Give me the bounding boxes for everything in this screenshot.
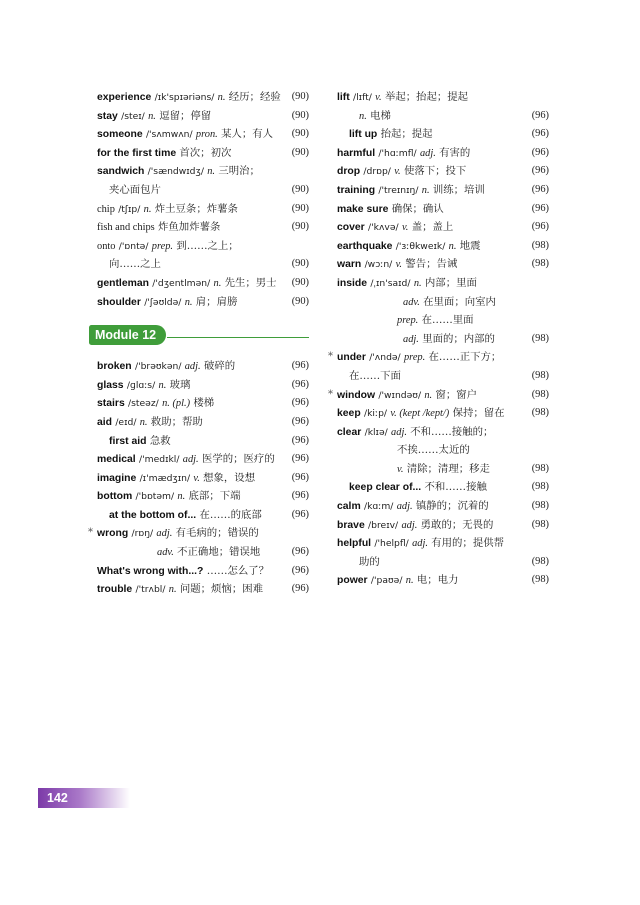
entry-definition: 确保；确认 <box>391 202 444 215</box>
entry-definition: 炸鱼加炸薯条 <box>158 221 221 234</box>
vocab-entry <box>337 218 549 237</box>
entry-phonetic: /'medɪkl/ <box>139 454 180 466</box>
entry-definition: 训练；培训 <box>432 183 485 196</box>
entry-definition: 举起；抬起；提起 <box>384 91 469 103</box>
entry-headword: wrong <box>97 528 129 540</box>
vocab-entry <box>97 413 309 432</box>
entry-part-of-speech: adj. <box>391 426 407 438</box>
vocab-entry <box>337 441 549 460</box>
entry-definition: 炸土豆条；炸薯条 <box>154 202 238 215</box>
vocab-entry <box>97 580 309 599</box>
entry-page-ref: (90) <box>291 258 309 270</box>
entry-headword: brave <box>337 519 365 531</box>
module-heading <box>97 319 309 349</box>
entry-part-of-speech: prep. <box>397 315 419 327</box>
entry-phonetic: /rɒŋ/ <box>131 528 154 540</box>
entry-definition: 先生；男士 <box>224 276 277 289</box>
entry-definition: 逗留；停留 <box>159 109 212 122</box>
entry-headword: keep clear of... <box>349 482 422 494</box>
vocab-entry <box>337 88 549 107</box>
vocab-entry <box>337 423 549 442</box>
entry-definition: 破碎的 <box>203 360 236 373</box>
entry-headword: someone <box>97 129 143 141</box>
entry-phonetic: /'trʌbl/ <box>135 584 166 596</box>
entry-part-of-speech: n. <box>177 491 186 503</box>
entry-part-of-speech: n. <box>168 584 177 596</box>
entry-part-of-speech: n. (pl.) <box>162 398 191 410</box>
entry-part-of-speech: v. (kept /kept/) <box>390 408 450 420</box>
vocab-entry <box>97 506 309 525</box>
entry-page-ref: (96) <box>531 109 549 121</box>
entry-headword: sandwich <box>97 166 145 178</box>
left-entry-list <box>97 88 309 311</box>
entry-phonetic: /lɪft/ <box>353 92 372 103</box>
entry-page-ref: (90) <box>291 183 309 195</box>
entry-page-ref: (96) <box>291 397 309 409</box>
entry-part-of-speech: v. <box>394 166 401 178</box>
entry-definition: 有害的 <box>439 146 471 159</box>
entry-phonetic: /steɪ/ <box>121 110 145 122</box>
left-vocabulary-column <box>88 88 309 599</box>
entry-definition: 肩；肩膀 <box>195 295 238 308</box>
entry-headword: bottom <box>97 491 133 503</box>
entry-part-of-speech: adj. <box>412 538 428 550</box>
entry-headword: stairs <box>97 398 125 410</box>
entry-definition: 有毛病的；错误的 <box>175 527 259 540</box>
entry-page-ref: (90) <box>291 91 309 102</box>
entry-definition: 内部；里面 <box>424 276 477 289</box>
vocab-entry <box>337 107 549 126</box>
entry-phonetic: /ɪk'spɪəriəns/ <box>154 92 215 103</box>
entry-page-ref: (96) <box>531 146 549 158</box>
entry-page-ref: (96) <box>291 564 309 576</box>
entry-phonetic: /'sændwɪdʒ/ <box>147 166 204 178</box>
entry-headword: lift <box>337 92 350 103</box>
vocab-entry <box>337 534 549 553</box>
entry-headword: shoulder <box>97 296 141 308</box>
entry-part-of-speech: adj. <box>184 361 201 373</box>
entry-phonetic: /'dʒentlmən/ <box>152 277 211 289</box>
entry-headword: onto <box>97 240 116 252</box>
vocab-entry <box>97 357 309 376</box>
vocab-entry <box>337 571 549 590</box>
entry-headword: make sure <box>337 203 389 215</box>
entry-phonetic: /klɪə/ <box>364 426 388 438</box>
entry-definition: 底部；下端 <box>188 490 241 503</box>
entry-phonetic: /'ɒntə/ <box>118 240 149 252</box>
entry-definition: 某人；有人 <box>221 128 274 141</box>
right-entry-list <box>328 88 549 590</box>
entry-part-of-speech: n. <box>217 92 226 103</box>
vocab-entry <box>337 293 549 312</box>
entry-part-of-speech: adj. <box>403 333 419 345</box>
vocab-entry <box>337 125 549 144</box>
entry-headword: chip <box>97 203 115 215</box>
vocab-entry <box>337 274 549 293</box>
vocab-entry <box>97 144 309 163</box>
entry-page-ref: (96) <box>531 202 549 214</box>
entry-page-ref: (96) <box>291 434 309 446</box>
entry-headword: clear <box>337 426 362 438</box>
entry-definition: 不和……接触 <box>424 481 487 494</box>
entry-definition: 抬起；提起 <box>380 128 433 141</box>
entry-phonetic: /'hɑːmfl/ <box>378 147 417 159</box>
entry-part-of-speech: n. <box>413 277 422 289</box>
vocab-entry <box>337 144 549 163</box>
entry-definition: 在里面；向室内 <box>423 295 496 308</box>
entry-part-of-speech: adj. <box>182 454 199 466</box>
vocab-entry <box>337 162 549 181</box>
entry-headword: glass <box>97 379 124 391</box>
entry-page-ref: (96) <box>291 546 309 558</box>
entry-part-of-speech: n. <box>184 296 193 308</box>
entry-part-of-speech: v. <box>193 472 200 484</box>
entry-page-ref: (96) <box>291 453 309 465</box>
module-12-badge: Module 12 <box>89 325 166 345</box>
entry-part-of-speech: n. <box>359 110 367 122</box>
vocab-entry <box>97 107 309 126</box>
vocab-entry <box>328 386 549 405</box>
entry-page-ref: (96) <box>531 183 549 195</box>
entry-definition: 不正确地；错误地 <box>177 546 261 559</box>
vocab-entry <box>97 562 309 581</box>
entry-definition: 在……正下方； <box>428 351 502 364</box>
entry-phonetic: /drɒp/ <box>363 166 391 178</box>
entry-phonetic: /tʃɪp/ <box>118 203 141 215</box>
vocab-entry <box>97 274 309 293</box>
entry-part-of-speech: v. <box>401 222 409 234</box>
entry-headword: at the bottom of... <box>109 509 197 521</box>
entry-phonetic: /steəz/ <box>128 398 159 410</box>
entry-headword: keep <box>337 408 361 420</box>
entry-phonetic: /'ɜːθkweɪk/ <box>395 240 446 252</box>
entry-phonetic: /'sʌmwʌn/ <box>145 129 193 141</box>
entry-page-ref: (98) <box>531 574 549 586</box>
entry-page-ref: (96) <box>531 128 549 140</box>
entry-page-ref: (96) <box>291 415 309 427</box>
entry-page-ref: (90) <box>291 221 309 233</box>
entry-phonetic: /'wɪndəʊ/ <box>378 389 422 401</box>
entry-headword: power <box>337 575 368 587</box>
page-number: 142 <box>47 791 68 805</box>
entry-part-of-speech: adj. <box>419 147 436 159</box>
entry-page-ref: (96) <box>291 378 309 390</box>
entry-page-ref: (98) <box>531 407 549 419</box>
entry-definition: 不和……接触的； <box>410 425 494 438</box>
entry-phonetic: /'treɪnɪŋ/ <box>378 184 419 196</box>
entry-definition: 到……之上； <box>176 239 239 252</box>
entry-phonetic: /eɪd/ <box>115 416 137 428</box>
entry-part-of-speech: n. <box>143 203 152 215</box>
entry-definition: 夹心面包片 <box>109 183 161 196</box>
entry-part-of-speech: n. <box>405 575 414 587</box>
entry-definition: 勇敢的；无畏的 <box>420 518 494 531</box>
entry-definition: 不挨……太近的 <box>397 444 470 457</box>
vocab-entry <box>337 200 549 219</box>
entry-part-of-speech: adj. <box>396 501 413 513</box>
entry-part-of-speech: n. <box>207 166 216 178</box>
entry-definition: 想象，设想 <box>203 471 256 484</box>
entry-headword: harmful <box>337 147 376 159</box>
entry-definition: 楼梯 <box>193 397 215 410</box>
entry-definition: 窗；窗户 <box>435 388 478 401</box>
entry-part-of-speech: prep. <box>403 352 426 364</box>
entry-phonetic: /kiːp/ <box>364 408 387 420</box>
entry-phonetic: /'paʊə/ <box>370 575 403 587</box>
entry-phonetic: /'kʌvə/ <box>368 222 399 234</box>
entry-part-of-speech: adj. <box>156 528 173 540</box>
entry-headword: lift up <box>349 129 378 141</box>
entry-headword: medical <box>97 454 136 466</box>
entry-definition: 医学的；医疗的 <box>201 453 275 466</box>
entry-page-ref: (96) <box>291 508 309 520</box>
entry-phonetic: /'brəʊkən/ <box>134 361 182 373</box>
entry-headword: gentleman <box>97 277 149 289</box>
entry-part-of-speech: adv. <box>403 296 420 308</box>
entry-headword: drop <box>337 166 361 178</box>
entry-headword: broken <box>97 361 132 373</box>
vocab-entry <box>97 125 309 144</box>
entry-definition: 三明治； <box>218 165 260 178</box>
entry-headword: helpful <box>337 538 372 550</box>
vocab-entry <box>97 88 309 107</box>
entry-page-ref: (90) <box>291 202 309 214</box>
entry-phonetic: /ɪ'mædʒɪn/ <box>139 472 191 484</box>
entry-page-ref: (98) <box>531 500 549 512</box>
entry-headword: experience <box>97 92 152 103</box>
vocab-entry <box>97 293 309 312</box>
entry-part-of-speech: v. <box>375 92 382 103</box>
entry-page-ref: (98) <box>531 258 549 270</box>
vocab-entry <box>337 404 549 423</box>
star-marker: * <box>328 388 333 400</box>
entry-page-ref: (96) <box>291 471 309 483</box>
entry-definition: 助的 <box>359 555 380 568</box>
entry-headword: for the first time <box>97 147 177 159</box>
entry-definition: 经历；经验 <box>228 91 281 103</box>
entry-page-ref: (90) <box>291 276 309 288</box>
entry-definition: 有用的；提供帮 <box>431 537 504 550</box>
entry-part-of-speech: n. <box>158 379 167 391</box>
entry-page-ref: (98) <box>531 481 549 493</box>
entry-definition: 地震 <box>459 239 481 252</box>
vocab-entry <box>97 237 309 256</box>
vocab-entry <box>337 367 549 386</box>
vocab-entry <box>337 181 549 200</box>
entry-headword: warn <box>337 259 362 271</box>
entry-definition: 救助；帮助 <box>150 415 203 428</box>
vocab-entry <box>328 348 549 367</box>
module-12-entry-list <box>88 357 309 599</box>
entry-part-of-speech: adj. <box>401 519 418 531</box>
entry-phonetic: /ɡlɑːs/ <box>126 379 156 391</box>
entry-part-of-speech: v. <box>395 259 403 271</box>
module-divider-line <box>167 337 309 338</box>
entry-definition: 使落下；投下 <box>403 165 467 178</box>
entry-headword: fish and chips <box>97 222 155 234</box>
vocab-entry <box>337 255 549 274</box>
entry-definition: 向……之上 <box>109 258 161 271</box>
entry-part-of-speech: pron. <box>195 129 218 141</box>
star-marker: * <box>328 351 333 363</box>
entry-definition: 警告；告诫 <box>405 258 458 271</box>
vocab-entry <box>97 162 309 181</box>
entry-headword: trouble <box>97 584 133 596</box>
entry-page-ref: (90) <box>291 128 309 140</box>
vocab-entry <box>97 255 309 274</box>
entry-part-of-speech: n. <box>148 110 156 122</box>
entry-part-of-speech: n. <box>421 184 430 196</box>
entry-page-ref: (96) <box>291 583 309 595</box>
entry-part-of-speech: adv. <box>157 547 174 559</box>
vocab-entry <box>97 450 309 469</box>
entry-definition: 急救 <box>149 434 171 447</box>
entry-page-ref: (98) <box>531 518 549 530</box>
entry-headword: window <box>337 389 376 401</box>
vocab-entry <box>97 376 309 395</box>
entry-phonetic: /'bɒtəm/ <box>135 491 175 503</box>
entry-page-ref: (98) <box>531 239 549 251</box>
entry-page-ref: (96) <box>531 165 549 177</box>
entry-page-ref: (98) <box>531 555 549 567</box>
entry-headword: What's wrong with...? <box>97 565 204 577</box>
entry-page-ref: (96) <box>531 221 549 233</box>
vocab-entry <box>337 460 549 479</box>
entry-phonetic: /breɪv/ <box>368 519 399 531</box>
entry-definition: 清除；清理；移走 <box>406 462 490 475</box>
entry-definition: 玻璃 <box>169 378 191 391</box>
vocab-entry <box>337 311 549 330</box>
entry-page-ref: (98) <box>531 332 549 344</box>
entry-headword: cover <box>337 222 365 234</box>
entry-page-ref: (90) <box>291 295 309 307</box>
entry-definition: 盖；盖上 <box>411 221 454 234</box>
entry-page-ref: (96) <box>291 360 309 372</box>
entry-definition: 电；电力 <box>416 574 459 587</box>
entry-part-of-speech: n. <box>448 240 457 252</box>
vocab-entry <box>88 524 309 543</box>
entry-phonetic: /ˌɪn'saɪd/ <box>370 277 411 289</box>
vocab-entry <box>337 330 549 349</box>
entry-page-ref: (90) <box>291 146 309 158</box>
entry-page-ref: (98) <box>531 462 549 474</box>
entry-definition: 电梯 <box>370 109 391 122</box>
entry-page-ref: (98) <box>531 369 549 381</box>
vocab-entry <box>337 237 549 256</box>
entry-phonetic: /'ʌndə/ <box>369 352 401 364</box>
entry-page-ref: (98) <box>531 388 549 400</box>
vocab-entry <box>97 394 309 413</box>
entry-part-of-speech: n. <box>213 277 222 289</box>
vocab-entry <box>337 553 549 572</box>
vocab-entry <box>97 200 309 219</box>
entry-phonetic: /'helpfl/ <box>374 538 409 550</box>
entry-definition: 在……的底部 <box>199 508 262 521</box>
right-vocabulary-column <box>328 88 549 590</box>
vocab-entry <box>97 469 309 488</box>
entry-headword: aid <box>97 416 113 428</box>
entry-page-ref: (96) <box>291 490 309 502</box>
entry-part-of-speech: n. <box>424 389 433 401</box>
entry-definition: 在……下面 <box>349 369 401 382</box>
vocab-entry <box>97 487 309 506</box>
vocab-entry <box>97 543 309 562</box>
vocab-entry <box>337 478 549 497</box>
entry-phonetic: /wɔːn/ <box>364 259 393 271</box>
entry-definition: 问题；烦恼；困难 <box>179 583 263 596</box>
vocab-entry <box>337 516 549 535</box>
entry-part-of-speech: v. <box>397 463 404 475</box>
entry-headword: imagine <box>97 472 137 484</box>
star-marker: * <box>88 527 93 539</box>
entry-definition: 镇静的；沉着的 <box>415 500 489 513</box>
entry-headword: training <box>337 184 376 196</box>
entry-definition: 首次；初次 <box>179 146 232 159</box>
entry-headword: earthquake <box>337 240 393 252</box>
entry-headword: inside <box>337 277 368 289</box>
entry-phonetic: /'ʃəʊldə/ <box>144 296 182 308</box>
entry-page-ref: (90) <box>291 109 309 121</box>
entry-part-of-speech: n. <box>139 416 148 428</box>
entry-headword: under <box>337 352 366 364</box>
entry-definition: ……怎么了？ <box>206 564 270 577</box>
vocab-entry <box>97 432 309 451</box>
entry-definition: 里面的；内部的 <box>422 332 495 345</box>
entry-definition: 保持；留在 <box>452 407 505 420</box>
entry-headword: calm <box>337 501 361 513</box>
entry-headword: first aid <box>109 435 147 447</box>
entry-phonetic: /kɑːm/ <box>364 501 394 513</box>
entry-part-of-speech: prep. <box>151 240 174 252</box>
entry-headword: stay <box>97 110 118 122</box>
vocab-entry <box>337 497 549 516</box>
entry-definition: 在……里面 <box>421 314 474 327</box>
vocab-entry <box>97 218 309 237</box>
vocab-entry <box>97 181 309 200</box>
